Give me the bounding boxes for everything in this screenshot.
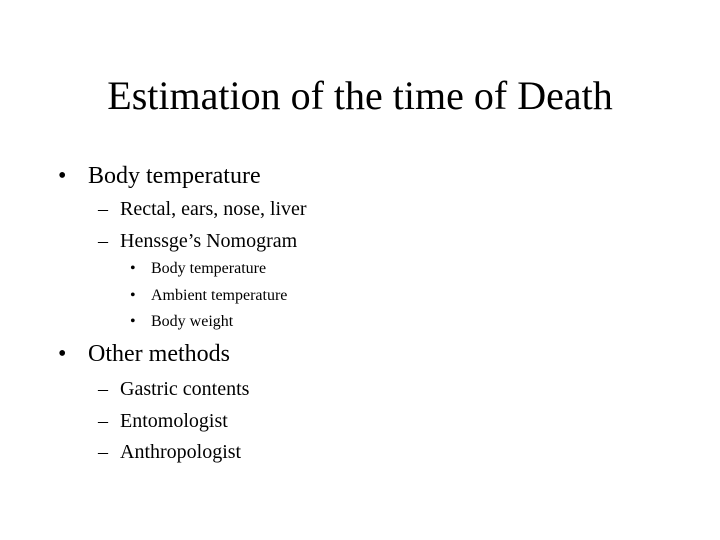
dash-level2: –	[98, 410, 108, 432]
bullet-level1: •	[58, 163, 67, 189]
dash-level2: –	[98, 198, 108, 220]
dash-level2: –	[98, 378, 108, 400]
sub-bullet-henssge-nomogram: Henssge’s Nomogram	[120, 230, 298, 252]
sub-sub-bullet-ambient-temperature: Ambient temperature	[151, 287, 288, 304]
sub-sub-bullet-body-weight: Body weight	[151, 313, 234, 330]
dash-level2: –	[98, 230, 108, 252]
bullet-level3: •	[130, 313, 136, 330]
bullet-level3: •	[130, 260, 136, 277]
sub-sub-bullet-body-temperature: Body temperature	[151, 260, 267, 277]
sub-bullet-rectal: Rectal, ears, nose, liver	[120, 198, 307, 220]
sub-bullet-entomologist: Entomologist	[120, 410, 228, 432]
sub-bullet-gastric-contents: Gastric contents	[120, 378, 250, 400]
bullet-level1: •	[58, 341, 67, 367]
slide-title: Estimation of the time of Death	[107, 73, 613, 118]
bullet-level3: •	[130, 287, 136, 304]
dash-level2: –	[98, 441, 108, 463]
bullet-body-temperature: Body temperature	[88, 163, 261, 189]
sub-bullet-anthropologist: Anthropologist	[120, 441, 242, 463]
bullet-other-methods: Other methods	[88, 341, 230, 367]
